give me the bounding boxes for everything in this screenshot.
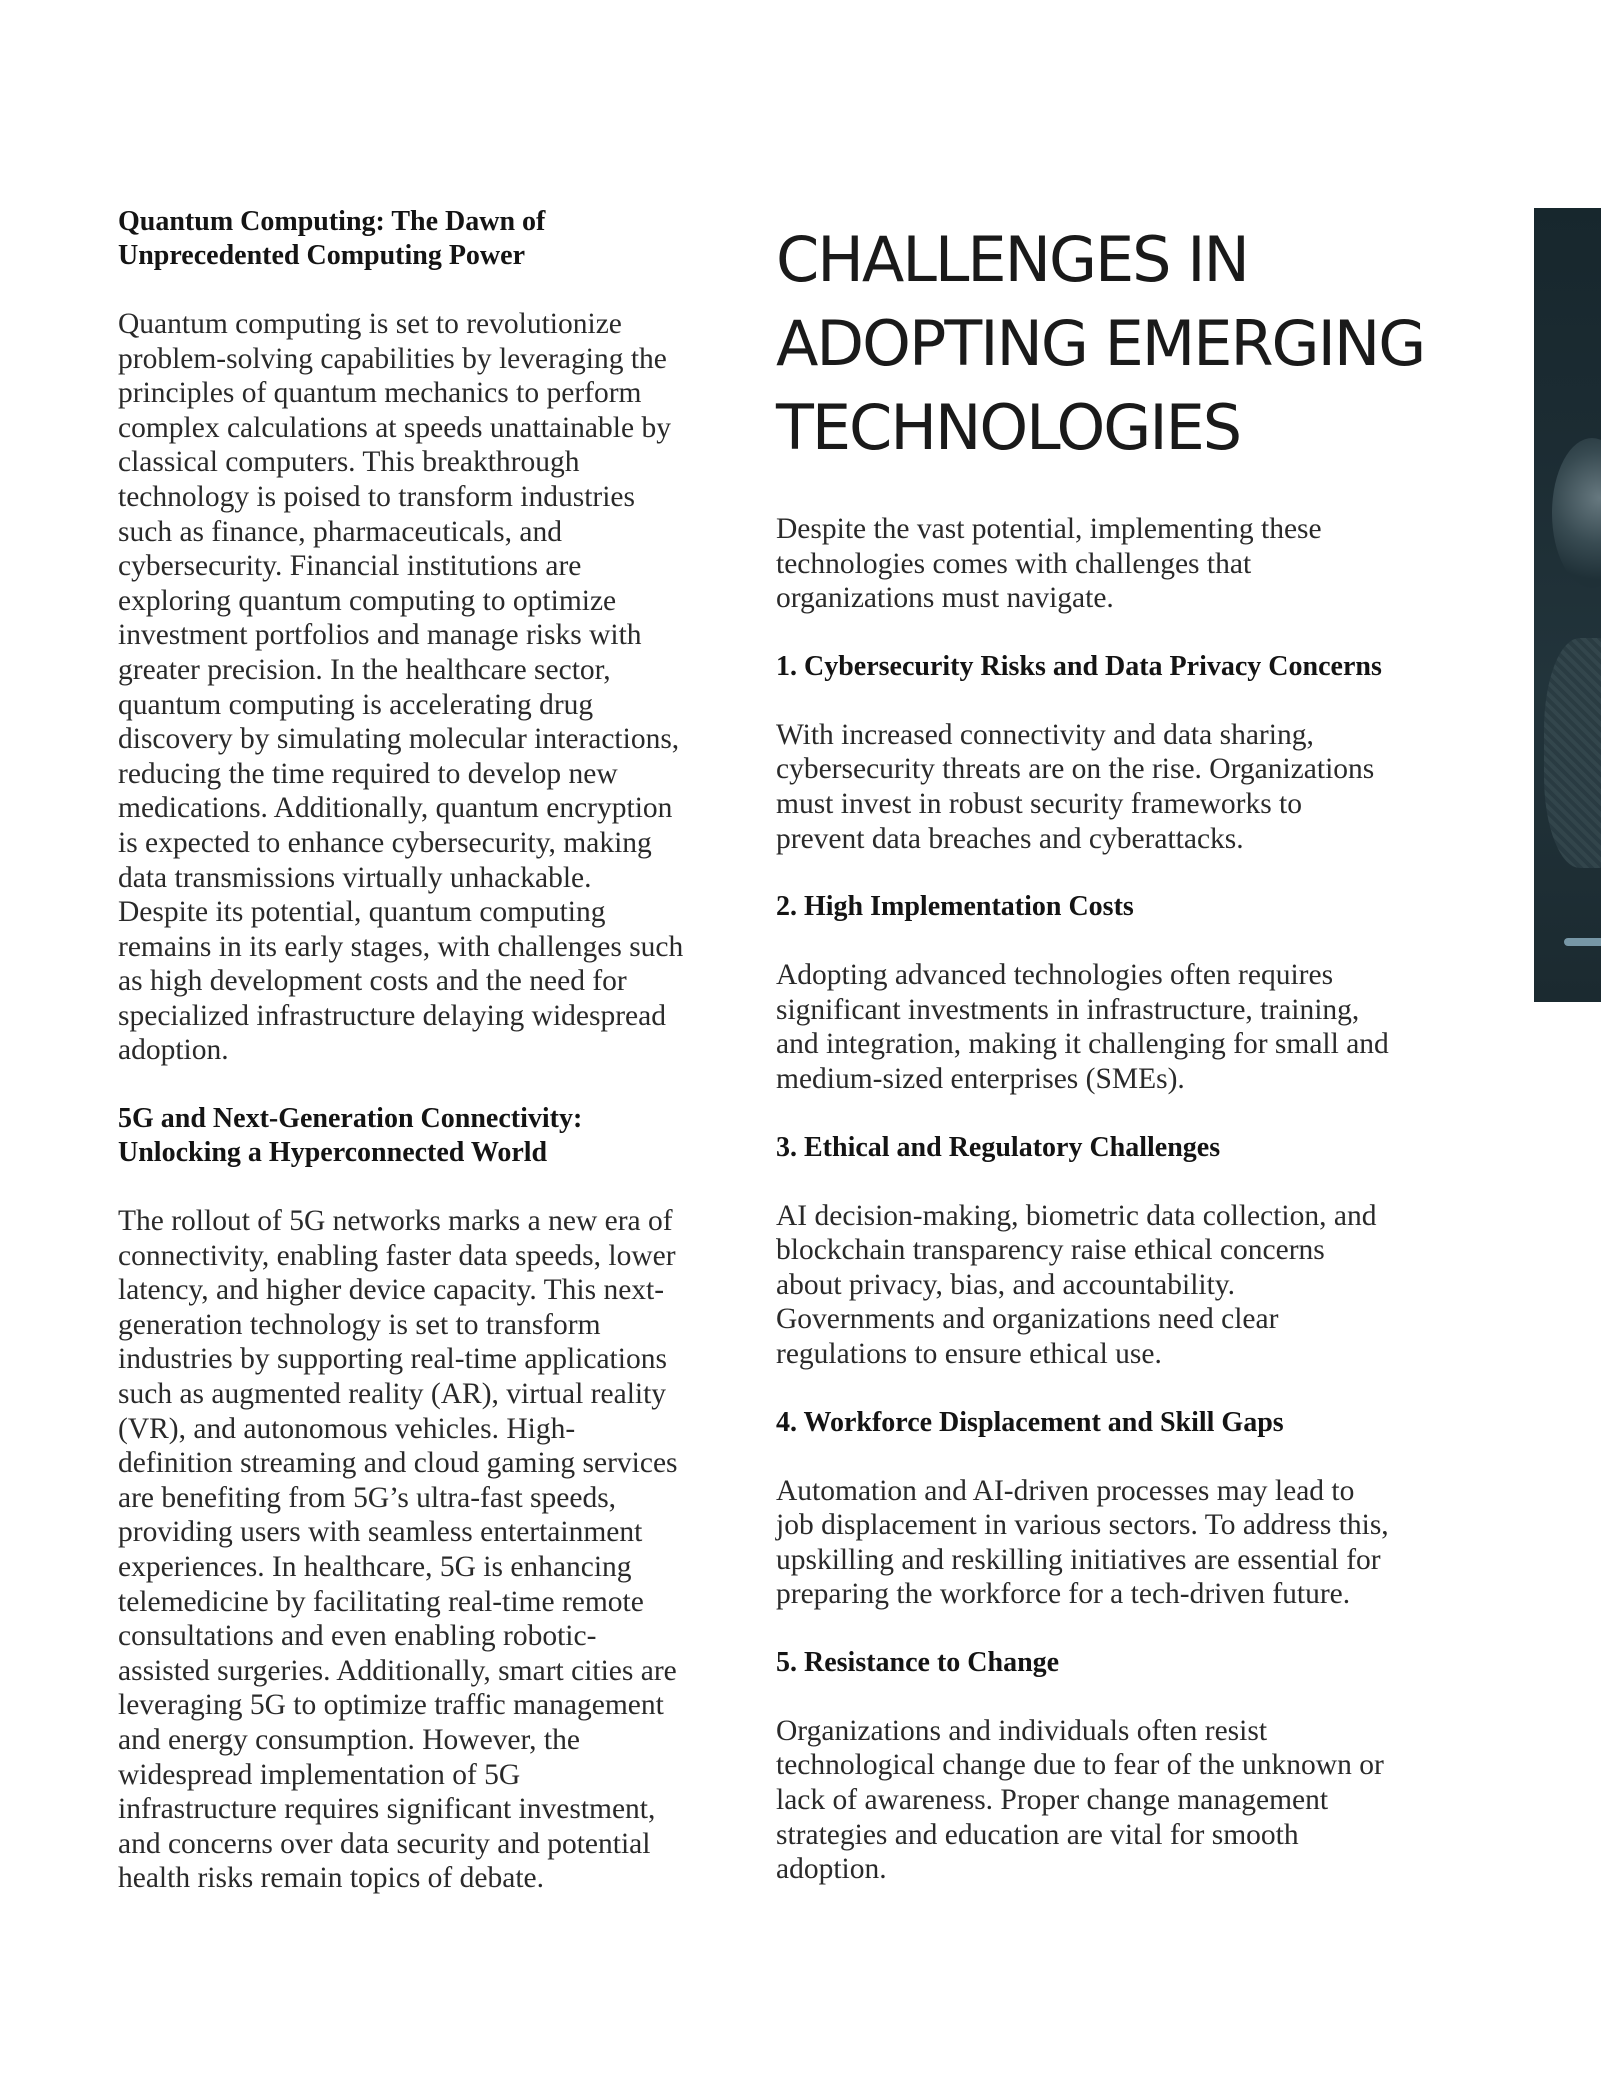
decorative-photo: [1534, 208, 1601, 1002]
text-line: as high development costs and the need for: [118, 965, 627, 998]
text-line: health risks remain topics of debate.: [118, 1862, 544, 1895]
text-line: reducing the time required to develop new: [118, 757, 618, 790]
text-line: assisted surgeries. Additionally, smart cities are: [118, 1654, 677, 1687]
challenge-paragraph: [776, 1714, 1496, 1887]
text-line: significant investments in infrastructure, training,: [776, 993, 1360, 1026]
text-line: and integration, making it challenging for small and: [776, 1028, 1389, 1061]
text-line: medium-sized enterprises (SMEs).: [776, 1062, 1185, 1095]
text-line: Despite the vast potential, implementing these: [776, 513, 1322, 545]
text-line: job displacement in various sectors. To address this,: [776, 1509, 1389, 1542]
challenge-heading: 4. Workforce Displacement and Skill Gaps: [776, 1406, 1284, 1438]
fiveg-heading-line1: 5G and Next-Generation Connectivity:: [118, 1103, 583, 1135]
text-line: Despite its potential, quantum computing: [118, 896, 606, 929]
text-line: remains in its early stages, with challenges such: [118, 930, 684, 963]
text-line: must invest in robust security frameworks to: [776, 787, 1303, 820]
photo-texture-shape: [1544, 638, 1601, 868]
title-line: CHALLENGES IN: [776, 223, 1248, 296]
text-line: AI decision-making, biometric data collection, and: [776, 1199, 1377, 1232]
fiveg-heading-line2: Unlocking a Hyperconnected World: [118, 1137, 548, 1169]
quantum-heading-line1: Quantum Computing: The Dawn of: [118, 206, 546, 237]
challenge-paragraph: [776, 1199, 1496, 1372]
text-line: consultations and even enabling robotic-: [118, 1620, 597, 1653]
fiveg-paragraph: [118, 1204, 733, 1896]
challenge-heading: 3. Ethical and Regulatory Challenges: [776, 1131, 1221, 1163]
text-line: connectivity, enabling faster data speeds, lower: [118, 1239, 676, 1272]
text-line: preparing the workforce for a tech-driven future.: [776, 1578, 1351, 1611]
text-line: such as finance, pharmaceuticals, and: [118, 515, 562, 548]
text-line: about privacy, bias, and accountability.: [776, 1268, 1236, 1301]
text-line: widespread implementation of 5G: [118, 1758, 521, 1791]
text-line: latency, and higher device capacity. This next-: [118, 1274, 665, 1307]
text-line: cybersecurity threats are on the rise. Organizations: [776, 753, 1375, 786]
challenge-heading: 5. Resistance to Change: [776, 1646, 1060, 1678]
text-line: generation technology is set to transform: [118, 1308, 601, 1341]
text-line: providing users with seamless entertainment: [118, 1516, 643, 1549]
text-line: regulations to ensure ethical use.: [776, 1337, 1162, 1370]
text-line: Quantum computing is set to revolutionize: [118, 308, 622, 340]
text-line: problem-solving capabilities by leveraging the: [118, 342, 667, 375]
text-line: and concerns over data security and potential: [118, 1827, 651, 1860]
title-line: TECHNOLOGIES: [776, 391, 1241, 464]
text-line: quantum computing is accelerating drug: [118, 688, 594, 721]
text-line: definition streaming and cloud gaming services: [118, 1447, 678, 1480]
text-line: With increased connectivity and data sharing,: [776, 718, 1314, 751]
text-line: technologies comes with challenges that: [776, 547, 1252, 580]
challenge-paragraph: [776, 958, 1496, 1096]
text-line: technological change due to fear of the unknown or: [776, 1749, 1384, 1782]
text-line: experiences. In healthcare, 5G is enhancing: [118, 1551, 632, 1583]
text-line: complex calculations at speeds unattainable by: [118, 411, 671, 444]
text-line: lack of awareness. Proper change management: [776, 1784, 1329, 1817]
text-line: infrastructure requires significant investment,: [118, 1793, 656, 1826]
text-line: such as augmented reality (AR), virtual reality: [118, 1378, 667, 1411]
text-line: technology is poised to transform industries: [118, 480, 635, 513]
text-line: medications. Additionally, quantum encryption: [118, 792, 673, 825]
fiveg-heading: [118, 1102, 733, 1170]
text-line: principles of quantum mechanics to perform: [118, 377, 642, 410]
text-line: adoption.: [118, 1034, 229, 1067]
challenge-paragraph: [776, 718, 1496, 856]
text-line: greater precision. In the healthcare sector,: [118, 653, 611, 686]
text-line: adoption.: [776, 1853, 887, 1886]
challenge-heading: 1. Cybersecurity Risks and Data Privacy Concerns: [776, 650, 1382, 682]
challenge-paragraph: [776, 1474, 1496, 1612]
text-line: classical computers. This breakthrough: [118, 446, 580, 479]
text-line: (VR), and autonomous vehicles. High-: [118, 1412, 576, 1445]
text-line: Organizations and individuals often resist: [776, 1714, 1268, 1747]
text-line: prevent data breaches and cyberattacks.: [776, 822, 1244, 855]
title-line: ADOPTING EMERGING: [776, 307, 1425, 380]
text-line: cybersecurity. Financial institutions are: [118, 550, 582, 583]
text-line: organizations must navigate.: [776, 582, 1114, 615]
intro-paragraph: [776, 512, 1496, 616]
photo-light-shape: [1564, 938, 1601, 946]
text-line: discovery by simulating molecular interactions,: [118, 723, 680, 756]
quantum-heading: [118, 205, 733, 273]
text-line: The rollout of 5G networks marks a new era of: [118, 1205, 673, 1238]
quantum-paragraph: [118, 307, 733, 1068]
text-line: are benefiting from 5G’s ultra-fast speeds,: [118, 1481, 617, 1514]
text-line: and energy consumption. However, the: [118, 1723, 580, 1756]
text-line: Governments and organizations need clear: [776, 1303, 1279, 1336]
right-column: [776, 218, 1496, 1887]
quantum-heading-line2: Unprecedented Computing Power: [118, 240, 526, 271]
challenge-heading: 2. High Implementation Costs: [776, 891, 1134, 923]
text-line: Automation and AI-driven processes may lead to: [776, 1474, 1355, 1507]
text-line: is expected to enhance cybersecurity, making: [118, 826, 652, 859]
text-line: industries by supporting real-time applications: [118, 1343, 667, 1376]
text-line: blockchain transparency raise ethical concerns: [776, 1234, 1325, 1267]
text-line: exploring quantum computing to optimize: [118, 584, 617, 617]
page-title: [776, 218, 1496, 470]
text-line: Adopting advanced technologies often requires: [776, 959, 1334, 992]
text-line: strategies and education are vital for smooth: [776, 1818, 1299, 1851]
text-line: specialized infrastructure delaying widespread: [118, 999, 666, 1032]
text-line: upskilling and reskilling initiatives are essential for: [776, 1543, 1381, 1576]
left-column: [118, 205, 733, 1896]
text-line: telemedicine by facilitating real-time remote: [118, 1585, 644, 1618]
text-line: data transmissions virtually unhackable.: [118, 861, 592, 894]
text-line: investment portfolios and manage risks with: [118, 619, 642, 652]
photo-highlight-shape: [1552, 438, 1601, 588]
text-line: leveraging 5G to optimize traffic management: [118, 1689, 664, 1722]
